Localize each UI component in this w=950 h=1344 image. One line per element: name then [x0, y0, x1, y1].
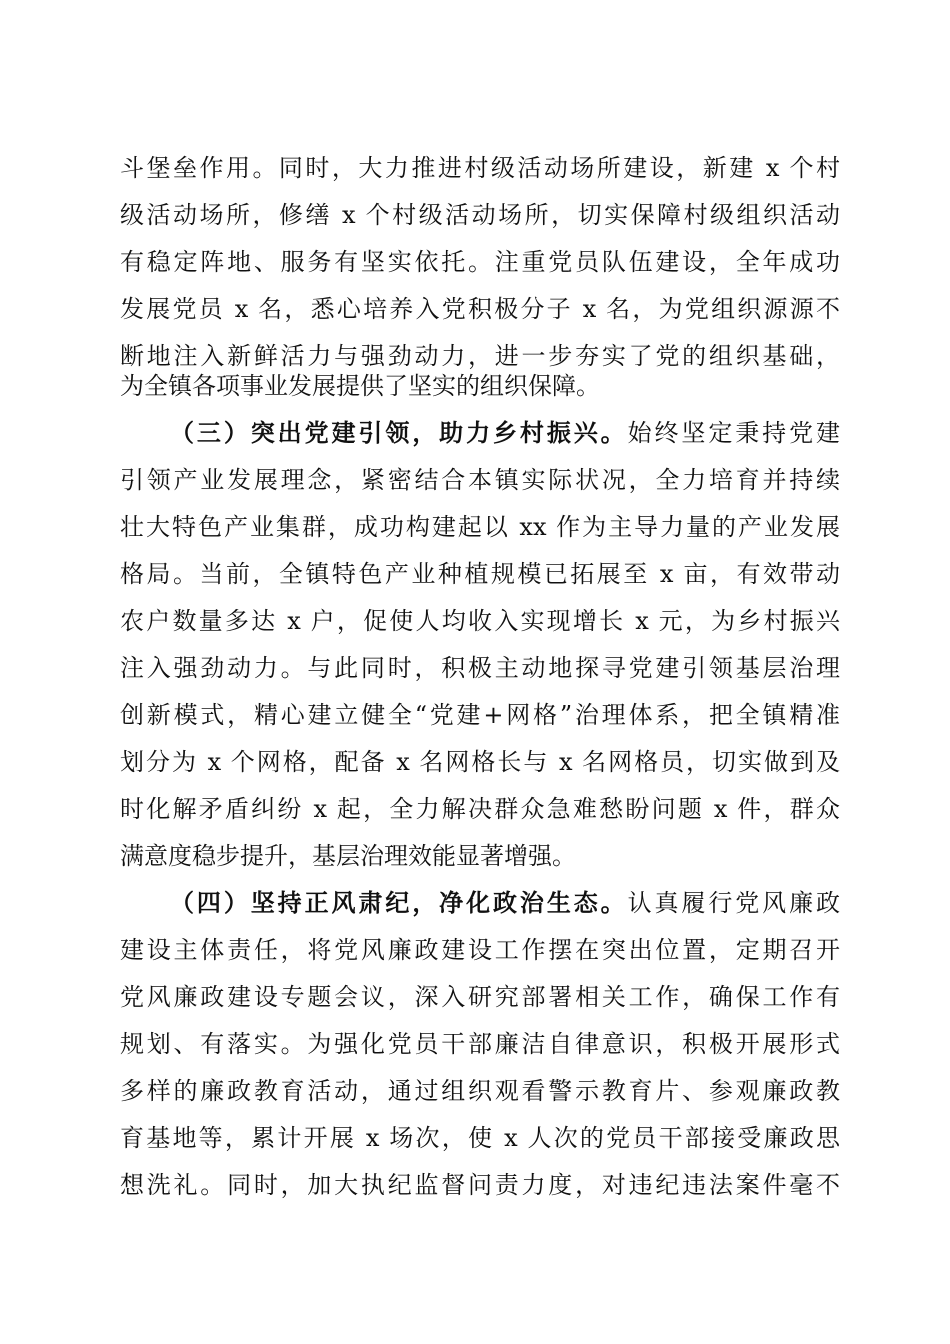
paragraph-1-line-1: 斗堡垒作用。同时，大力推进村级活动场所建设，新建 x 个村: [120, 154, 840, 182]
section-3-heading: （三）突出党建引领，助力乡村振兴。: [170, 418, 628, 447]
paragraph-2-line-3: 壮大特色产业集群，成功构建起以 xx 作为主导力量的产业发展: [120, 513, 840, 541]
paragraph-3-line-3: 党风廉政建设专题会议，深入研究部署相关工作，确保工作有: [120, 983, 840, 1011]
section-4-heading: （四）坚持正风肃纪，净化政治生态。: [170, 888, 628, 917]
paragraph-1-line-3: 有稳定阵地、服务有坚实依托。注重党员队伍建设，全年成功: [120, 248, 840, 276]
paragraph-3-first-line: [170, 883, 840, 923]
paragraph-1-line-4: 发展党员 x 名，悉心培养入党积极分子 x 名，为党组织源源不: [120, 295, 840, 323]
paragraph-2-line-8: 划分为 x 个网格，配备 x 名网格长与 x 名网格员，切实做到及: [120, 748, 840, 776]
paragraph-3-line-6: 育基地等，累计开展 x 场次，使 x 人次的党员干部接受廉政思: [120, 1124, 840, 1152]
paragraph-3-first-line-text: 认真履行党风廉政: [627, 889, 841, 917]
paragraph-2-line-4: 格局。当前，全镇特色产业种植规模已拓展至 x 亩，有效带动: [120, 560, 840, 588]
paragraph-2-line-6: 注入强劲动力。与此同时，积极主动地探寻党建引领基层治理: [120, 654, 840, 682]
paragraph-3-line-7: 想洗礼。同时，加大执纪监督问责力度，对违纪违法案件毫不: [120, 1171, 840, 1199]
paragraph-2-line-10: 满意度稳步提升，基层治理效能显著增强。: [120, 842, 576, 870]
paragraph-1-line-5: 断地注入新鲜活力与强劲动力，进一步夯实了党的组织基础，: [120, 342, 840, 370]
paragraph-3-line-2: 建设主体责任，将党风廉政建设工作摆在突出位置，定期召开: [120, 936, 840, 964]
paragraph-2-first-line: [170, 413, 840, 453]
paragraph-1-line-2: 级活动场所，修缮 x 个村级活动场所，切实保障村级组织活动: [120, 201, 840, 229]
paragraph-2-first-line-text: 始终坚定秉持党建: [627, 419, 841, 447]
paragraph-2-line-7: 创新模式，精心建立健全“党建+网格”治理体系，把全镇精准: [120, 701, 840, 729]
paragraph-1-line-6: 为全镇各项事业发展提供了坚实的组织保障。: [120, 372, 600, 400]
paragraph-2-line-2: 引领产业发展理念，紧密结合本镇实际状况，全力培育并持续: [120, 466, 840, 494]
paragraph-2-line-9: 时化解矛盾纠纷 x 起，全力解决群众急难愁盼问题 x 件，群众: [120, 795, 840, 823]
paragraph-3-line-5: 多样的廉政教育活动，通过组织观看警示教育片、参观廉政教: [120, 1077, 840, 1105]
paragraph-2-line-5: 农户数量多达 x 户，促使人均收入实现增长 x 元，为乡村振兴: [120, 607, 840, 635]
paragraph-3-line-4: 规划、有落实。为强化党员干部廉洁自律意识，积极开展形式: [120, 1030, 840, 1058]
